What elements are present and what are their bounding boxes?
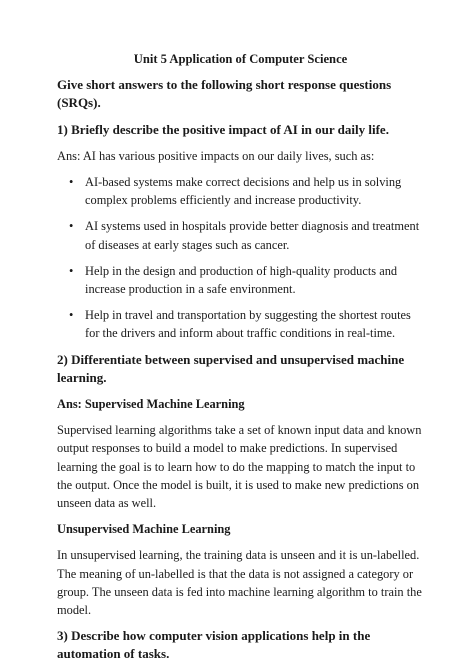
- bullet-icon: •: [69, 308, 74, 323]
- instructions: Give short answers to the following short response questions (SRQs).: [57, 77, 392, 111]
- list-item-text: AI systems used in hospitals provide better diagnosis and treatment of diseases at early stages such as cancer.: [85, 219, 420, 252]
- question-3: 3) Describe how computer vision applications help in the automation of tasks.: [57, 628, 371, 662]
- document-title: Unit 5 Application of Computer Science: [133, 52, 348, 66]
- supervised-heading: Ans: Supervised Machine Learning: [57, 397, 245, 412]
- list-item-text: AI-based systems make correct decisions and help us in solving complex problems efficiently and increase productivity.: [85, 175, 402, 208]
- list-item-text: Help in the design and production of high-quality products and increase production in a safe environment.: [85, 263, 398, 297]
- bullet-icon: •: [69, 263, 74, 278]
- answer-1-intro: Ans: AI has various positive impacts on our daily lives, such as:: [57, 148, 375, 163]
- list-item: [69, 262, 424, 298]
- list-item: [69, 217, 424, 253]
- list-item: [69, 306, 424, 342]
- list-item: [69, 173, 424, 209]
- bullet-icon: •: [69, 219, 74, 234]
- question-1: 1) Briefly describe the positive impact of AI in our daily life.: [57, 121, 389, 137]
- list-item-text: Help in travel and transportation by suggesting the shortest routes for the drivers and inform about traffic conditions in real-time.: [85, 308, 411, 341]
- unsupervised-paragraph: In unsupervised learning, the training data is unseen and it is un-labelled. The meaning of un-labelled is that the data is not assigned a category or group. The unseen data is fed into machine learning algorithm to train the model.: [57, 548, 422, 618]
- supervised-paragraph: Supervised learning algorithms take a set of known input data and known output responses to build a model to make predictions. In supervised learning the goal is to learn how to do the mapping to match the input to the output. Once the model is built, it is used to make new predictions on unseen data as well.: [57, 423, 422, 511]
- bullet-icon: •: [69, 175, 74, 190]
- question-2: 2) Differentiate between supervised and unsupervised machine learning.: [57, 351, 405, 385]
- answer-1-list: [57, 173, 424, 343]
- unsupervised-heading: Unsupervised Machine Learning: [57, 522, 231, 537]
